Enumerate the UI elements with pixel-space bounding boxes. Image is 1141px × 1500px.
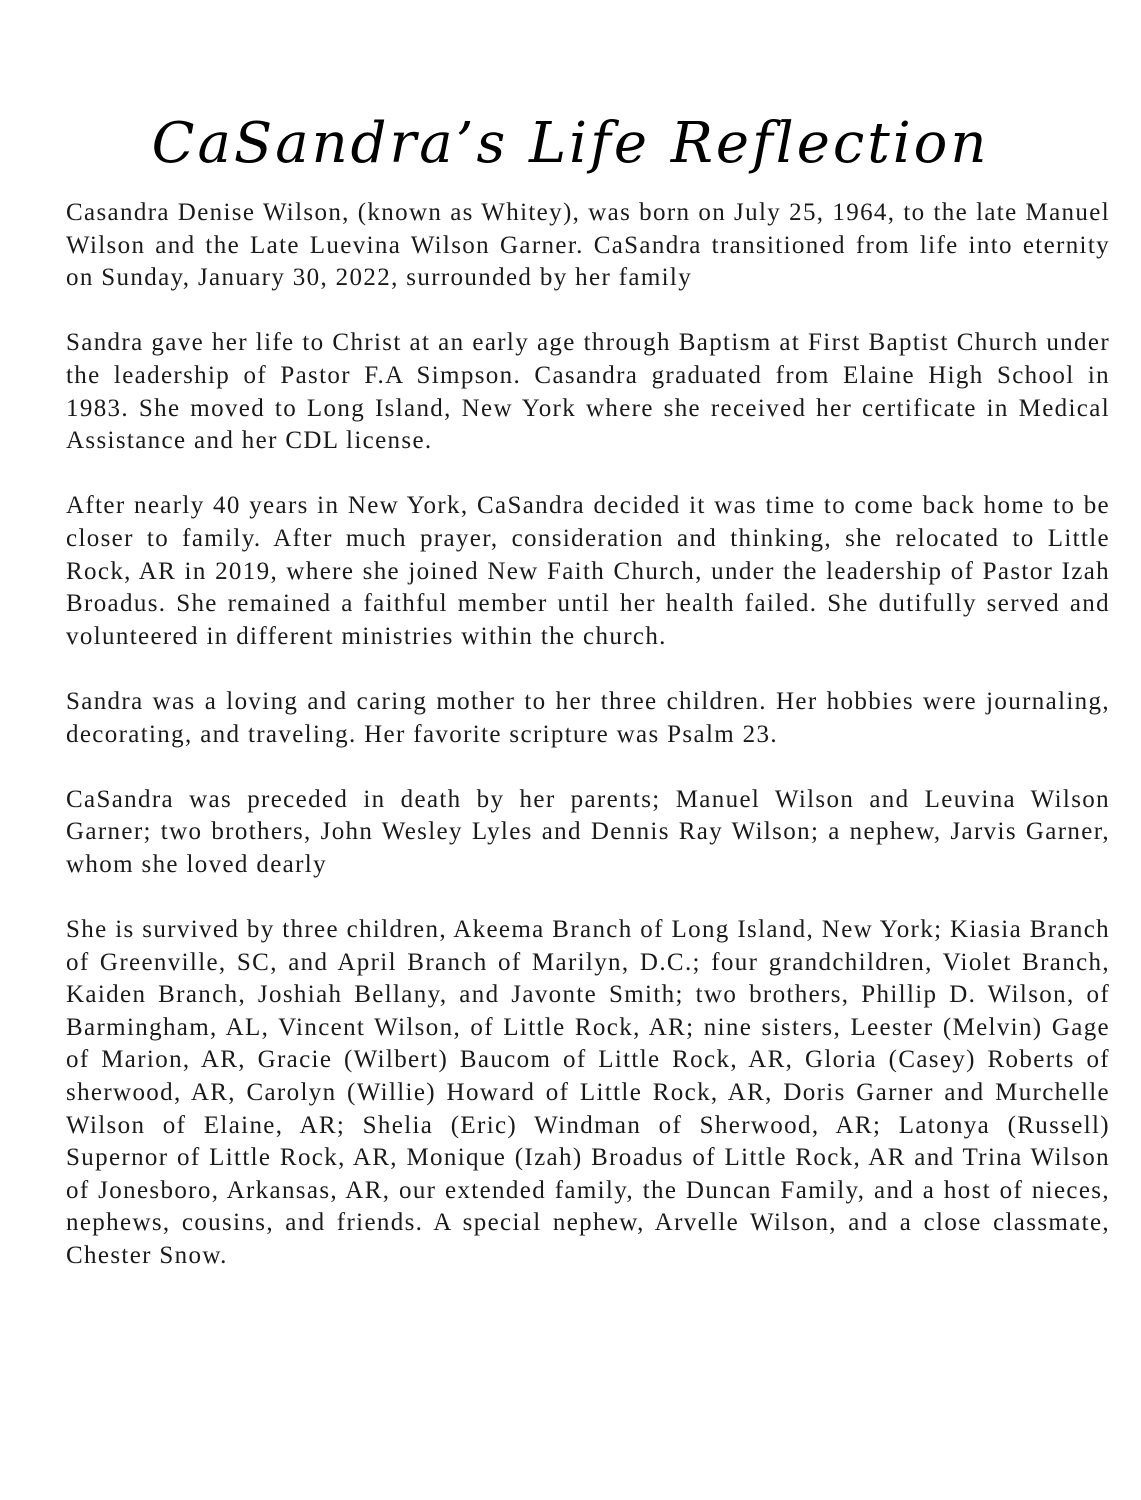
paragraph-faith-education: Sandra gave her life to Christ at an early age through Baptism at First Baptist Church under the leadership of Pastor F.A Simpson. Casandra graduated from Elaine High School in 1983. She moved to Long Island, New York where she received her certificate in Medical Assistance and her CDL license. — [66, 329, 1110, 455]
page-title: CaSandra’s Life Reflection — [151, 110, 990, 176]
paragraph-hobbies: Sandra was a loving and caring mother to her three children. Her hobbies were journaling, decorating, and traveling. Her favorite scripture was Psalm 23. — [66, 687, 1110, 748]
paragraph-return-home: After nearly 40 years in New York, CaSandra decided it was time to come back home to be closer to family. After much prayer, consideration and thinking, she relocated to Little Rock, AR in 2019, where she joined New Faith Church, under the leadership of Pastor Izah Broadus. She remained a faithful member until her health failed. She dutifully served and volunteered in different ministries within the church. — [66, 492, 1110, 650]
paragraph-birth: Casandra Denise Wilson, (known as Whitey), was born on July 25, 1964, to the late Manuel Wilson and the Late Luevina Wilson Garner. CaSandra transitioned from life into eternity on Sunday, January 30, 2022, surrounded by her family — [66, 199, 1110, 292]
paragraph-survived-by: She is survived by three children, Akeema Branch of Long Island, New York; Kiasia Branch of Greenville, SC, and April Branch of Marilyn, D.C.; four grandchildren, Violet Branch, Kaiden Branch, Joshiah Bellany, and Javonte Smith; two brothers, Phillip D. Wilson, of Barmingham, AL, Vincent Wilson, of Little Rock, AR; nine sisters, Leester (Melvin) Gage of Marion, AR, Gracie (Wilbert) Baucom of Little Rock, AR, Gloria (Casey) Roberts of sherwood, AR, Carolyn (Willie) Howard of Little Rock, AR, Doris Garner and Murchelle Wilson of Elaine, AR; Shelia (Eric) Windman of Sherwood, AR; Latonya (Russell) Supernor of Little Rock, AR, Monique (Izah) Broadus of Little Rock, AR and Trina Wilson of Jonesboro, Arkansas, AR, our extended family, the Duncan Family, and a host of nieces, nephews, cousins, and friends. A special nephew, Arvelle Wilson, and a close classmate, Chester Snow. — [66, 916, 1110, 1269]
life-reflection-body — [66, 197, 1110, 1273]
paragraph-preceded-in-death: CaSandra was preceded in death by her parents; Manuel Wilson and Leuvina Wilson Garner; two brothers, John Wesley Lyles and Dennis Ray Wilson; a nephew, Jarvis Garner, whom she loved dearly — [66, 785, 1110, 878]
